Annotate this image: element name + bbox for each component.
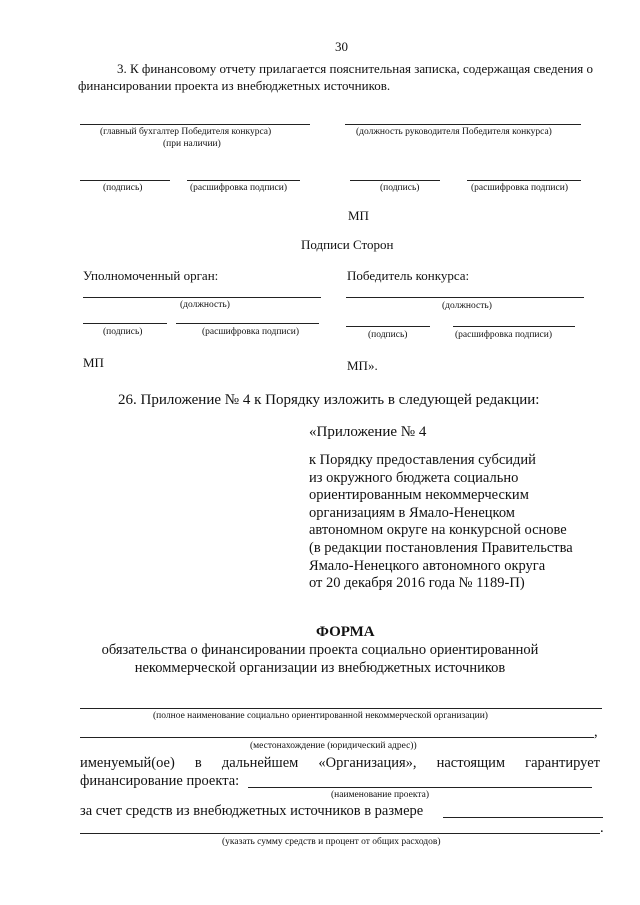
named-organization-line — [80, 755, 600, 772]
chief-accountant-caption: (главный бухгалтер Победителя конкурса) — [100, 127, 272, 137]
project-name-line — [248, 787, 592, 788]
authority-title: Уполномоченный орган: — [83, 268, 219, 283]
named-word: именуемый(ое) — [80, 755, 175, 771]
amount-label: за счет средств из внебюджетных источников в размере — [80, 803, 424, 819]
winner-signature-line — [346, 326, 430, 327]
authority-signature-caption: (подпись) — [103, 327, 143, 337]
amount-period: . — [600, 820, 604, 836]
appendix-line: организациям в Ямало-Ненецком — [309, 504, 515, 521]
winner-decryption-caption: (расшифровка подписи) — [455, 330, 552, 340]
appendix-line: (в редакции постановления Правительства — [309, 539, 573, 556]
amount-line — [443, 817, 603, 818]
address-caption: (местонахождение (юридический адрес)) — [250, 741, 417, 751]
clause-3-line-2: финансировании проекта из внебюджетных источников. — [78, 78, 391, 93]
head-decryption-line — [467, 180, 581, 181]
if-available-caption: (при наличии) — [163, 139, 221, 149]
authority-position-line — [83, 297, 321, 298]
authority-stamp: МП — [83, 355, 104, 370]
head-decryption-caption: (расшифровка подписи) — [471, 183, 568, 193]
authority-decryption-caption: (расшифровка подписи) — [202, 327, 299, 337]
appendix-line: к Порядку предоставления субсидий — [309, 452, 536, 468]
winner-decryption-line — [453, 326, 575, 327]
head-position-line — [345, 124, 581, 125]
page-number: 30 — [335, 39, 348, 54]
amount-continuation-line — [80, 833, 600, 834]
winner-signature-caption: (подпись) — [368, 330, 408, 340]
authority-position-caption: (должность) — [180, 300, 230, 310]
appendix-line: из окружного бюджета социально — [309, 469, 519, 486]
named-word: гарантирует — [525, 755, 600, 771]
accountant-decryption-line — [187, 180, 300, 181]
winner-position-caption: (должность) — [442, 301, 492, 311]
form-heading: ФОРМА — [316, 624, 375, 640]
head-signature-caption: (подпись) — [380, 183, 420, 193]
chief-accountant-line — [80, 124, 310, 125]
form-subtitle-line-2: некоммерческой организации из внебюджетных источников — [134, 660, 506, 676]
named-word: «Организация», — [318, 755, 417, 771]
appendix-line: ориентированным некоммерческим — [309, 487, 529, 504]
signatures-title: Подписи Сторон — [301, 237, 394, 252]
stamp-mark: МП — [348, 208, 369, 223]
appendix-title: «Приложение № 4 — [309, 424, 427, 440]
appendix-line: от 20 декабря 2016 года № 1189-П) — [309, 575, 525, 592]
authority-decryption-line — [176, 323, 319, 324]
head-position-caption: (должность руководителя Победителя конкурса) — [356, 127, 552, 137]
address-line — [80, 737, 594, 738]
head-signature-line — [350, 180, 440, 181]
named-word: дальнейшем — [221, 755, 299, 771]
item-26: 26. Приложение № 4 к Порядку изложить в следующей редакции: — [118, 392, 540, 408]
appendix-line: автономном округе на конкурсной основе — [309, 522, 567, 539]
accountant-signature-caption: (подпись) — [103, 183, 143, 193]
winner-title: Победитель конкурса: — [347, 268, 470, 283]
appendix-reference — [309, 452, 573, 593]
org-name-line — [80, 708, 602, 709]
authority-signature-line — [83, 323, 167, 324]
address-comma: , — [594, 724, 598, 740]
form-subtitle-line-1: обязательства о финансировании проекта социально ориентированной — [101, 642, 539, 658]
winner-position-line — [346, 297, 584, 298]
appendix-line: Ямало-Ненецкого автономного округа — [309, 557, 546, 574]
clause-3-line-1: 3. К финансовому отчету прилагается пояснительная записка, содержащая сведения о — [117, 61, 593, 76]
project-name-caption: (наименование проекта) — [331, 790, 430, 800]
named-word: настоящим — [436, 755, 506, 771]
accountant-signature-line — [80, 180, 170, 181]
org-name-caption: (полное наименование социально ориентированной некоммерческой организации) — [153, 711, 488, 721]
named-word: в — [194, 755, 202, 771]
amount-caption: (указать сумму средств и процент от общих расходов) — [222, 837, 441, 847]
financing-label: финансирование проекта: — [80, 773, 240, 789]
winner-stamp: МП». — [347, 358, 378, 373]
accountant-decryption-caption: (расшифровка подписи) — [190, 183, 287, 193]
